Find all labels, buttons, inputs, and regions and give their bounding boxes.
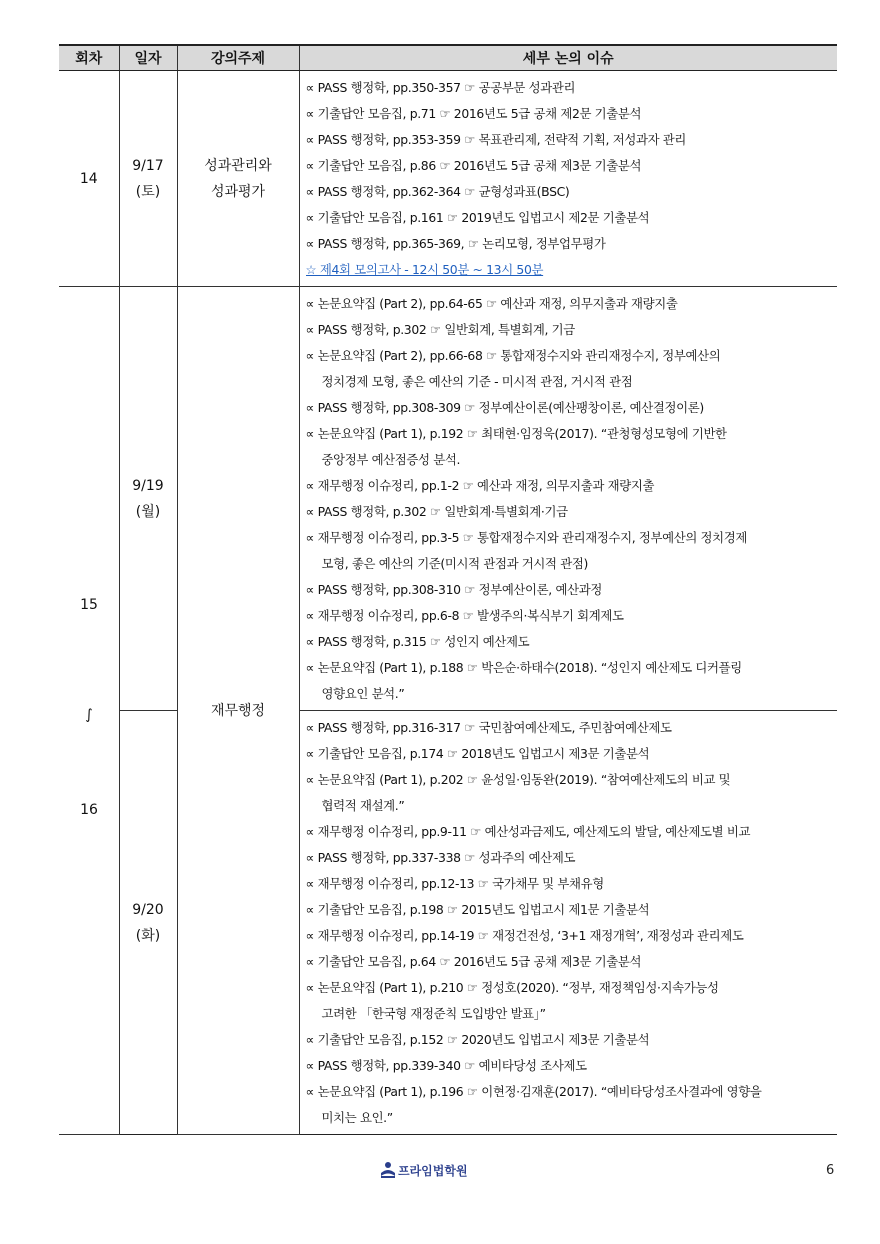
page-footer [0, 1160, 880, 1184]
academy-logo-icon [380, 1161, 396, 1183]
list-item: ∝ PASS 행정학, pp.350-357 ☞ 공공부문 성과관리 [305, 80, 576, 95]
table-row-16 [59, 711, 837, 1135]
list-item: ∝ PASS 행정학, pp.365-369, ☞ 논리모형, 정부업무평가 [305, 236, 606, 251]
date-14-day: 9/17 [132, 157, 164, 174]
date-cell-15 [119, 287, 177, 711]
list-item: ∝ 기출답안 모음집, p.174 ☞ 2018년도 입법고시 제3문 기출분석 [305, 746, 650, 761]
table-row-15 [59, 287, 837, 711]
header-date: 일자 [119, 45, 177, 71]
schedule-table [59, 44, 837, 1135]
topic-14-line2: 성과평가 [210, 183, 266, 200]
list-item: ∝ PASS 행정학, pp.353-359 ☞ 목표관리제, 전략적 기획, 저성과자 관리 [305, 132, 687, 147]
list-item: 협력적 재설계.” [321, 798, 405, 813]
list-item: ∝ 재무행정 이슈정리, pp.14-19 ☞ 재정건전성, ‘3+1 재정개혁’, 재정성과 관리제도 [305, 928, 744, 943]
list-item: ∝ 논문요약집 (Part 1), p.210 ☞ 정성호(2020). “정부, 재정책임성·지속가능성 [305, 980, 719, 995]
issue-cell-16 [299, 711, 837, 1135]
topic-merged-cell [177, 287, 299, 1135]
mock-exam-link[interactable] [306, 257, 834, 283]
list-item: ∝ 재무행정 이슈정리, pp.3-5 ☞ 통합재정수지와 관리재정수지, 정부예산의 정치경제 [305, 530, 748, 545]
header-topic: 강의주제 [177, 45, 299, 71]
mock-exam-text: ☆ 제4회 모의고사 - 12시 50분 ~ 13시 50분 [305, 262, 544, 277]
round-15: 15 [80, 597, 98, 613]
list-item: ∝ PASS 행정학, pp.339-340 ☞ 예비타당성 조사제도 [305, 1058, 587, 1073]
list-item: ∝ 재무행정 이슈정리, pp.1-2 ☞ 예산과 재정, 의무지출과 재량지출 [305, 478, 655, 493]
list-item: 중앙정부 예산점증성 분석. [321, 452, 461, 467]
date-14-weekday: (토) [135, 183, 161, 200]
topic-finance: 재무행정 [210, 702, 266, 719]
date-15-day: 9/19 [132, 477, 164, 494]
list-item: ∝ PASS 행정학, pp.316-317 ☞ 국민참여예산제도, 주민참여예산제도 [305, 720, 672, 735]
topic-cell-14 [177, 71, 299, 287]
list-item: ∝ 기출답안 모음집, p.152 ☞ 2020년도 입법고시 제3문 기출분석 [305, 1032, 650, 1047]
list-item: 영향요인 분석.” [321, 686, 405, 701]
list-item: ∝ 재무행정 이슈정리, pp.9-11 ☞ 예산성과금제도, 예산제도의 발달, 예산제도별 비교 [305, 824, 751, 839]
list-item: ∝ PASS 행정학, pp.308-310 ☞ 정부예산이론, 예산과정 [305, 582, 602, 597]
list-item: 정치경제 모형, 좋은 예산의 기준 - 미시적 관점, 거시적 관점 [321, 374, 633, 389]
header-row [59, 45, 837, 71]
list-item: ∝ 논문요약집 (Part 1), p.202 ☞ 윤성일·임동완(2019). “참여예산제도의 비교 및 [305, 772, 731, 787]
list-item: ∝ 기출답안 모음집, p.198 ☞ 2015년도 입법고시 제1문 기출분석 [305, 902, 650, 917]
list-item: ∝ 재무행정 이슈정리, pp.12-13 ☞ 국가채무 및 부채유형 [305, 876, 604, 891]
list-item: ∝ PASS 행정학, pp.337-338 ☞ 성과주의 예산제도 [305, 850, 576, 865]
page-number: 6 [826, 1163, 835, 1178]
list-item: ∝ 논문요약집 (Part 2), pp.64-65 ☞ 예산과 재정, 의무지출과 재량지출 [305, 296, 678, 311]
header-issue: 세부 논의 이슈 [299, 45, 837, 71]
date-15-weekday: (월) [135, 503, 161, 520]
academy-brand: 프라임법학원 [398, 1164, 468, 1178]
round-16: 16 [80, 802, 98, 818]
list-item: ∝ 논문요약집 (Part 1), p.196 ☞ 이현정·김재훈(2017). “예비타당성조사결과에 영향을 [305, 1084, 762, 1099]
list-item: 모형, 좋은 예산의 기준(미시적 관점과 거시적 관점) [321, 556, 588, 571]
list-item: ∝ 재무행정 이슈정리, pp.6-8 ☞ 발생주의·복식부기 회계제도 [305, 608, 624, 623]
schedule-page [59, 44, 837, 1135]
list-item: ∝ 기출답안 모음집, p.64 ☞ 2016년도 5급 공채 제3문 기출분석 [305, 954, 642, 969]
list-item: ∝ PASS 행정학, pp.362-364 ☞ 균형성과표(BSC) [305, 184, 570, 199]
list-item: ∝ 논문요약집 (Part 1), p.192 ☞ 최태현·임정욱(2017). “관청형성모형에 기반한 [305, 426, 727, 441]
issue-cell-15 [299, 287, 837, 711]
list-item: 미치는 요인.” [321, 1110, 393, 1125]
table-row-14 [59, 71, 837, 287]
list-item: ∝ 기출답안 모음집, p.161 ☞ 2019년도 입법고시 제2문 기출분석 [305, 210, 650, 225]
header-round: 회차 [59, 45, 119, 71]
list-item: ∝ 기출답안 모음집, p.86 ☞ 2016년도 5급 공채 제3문 기출분석 [305, 158, 642, 173]
list-item: ∝ PASS 행정학, p.315 ☞ 성인지 예산제도 [305, 634, 530, 649]
date-cell-14 [119, 71, 177, 287]
date-cell-16 [119, 711, 177, 1135]
round-range-mark: ∫ [85, 707, 93, 723]
list-item: ∝ PASS 행정학, pp.308-309 ☞ 정부예산이론(예산팽창이론, 예산결정이론) [305, 400, 704, 415]
list-item: ∝ PASS 행정학, p.302 ☞ 일반회계·특별회계·기금 [305, 504, 568, 519]
list-item: ∝ 논문요약집 (Part 1), p.188 ☞ 박은순·하태수(2018). “성인지 예산제도 디커플링 [305, 660, 742, 675]
date-16-day: 9/20 [132, 901, 164, 918]
round-merged-cell [59, 287, 119, 1135]
round-14: 14 [59, 71, 119, 287]
list-item: ∝ 논문요약집 (Part 2), pp.66-68 ☞ 통합재정수지와 관리재정수지, 정부예산의 [305, 348, 721, 363]
topic-14-line1: 성과관리와 [204, 157, 272, 174]
issue-cell-14 [299, 71, 837, 287]
date-16-weekday: (화) [135, 927, 161, 944]
list-item: ∝ PASS 행정학, p.302 ☞ 일반회계, 특별회계, 기금 [305, 322, 575, 337]
list-item: ∝ 기출답안 모음집, p.71 ☞ 2016년도 5급 공채 제2문 기출분석 [305, 106, 642, 121]
list-item: 고려한 「한국형 재정준칙 도입방안 발표」” [321, 1006, 546, 1021]
